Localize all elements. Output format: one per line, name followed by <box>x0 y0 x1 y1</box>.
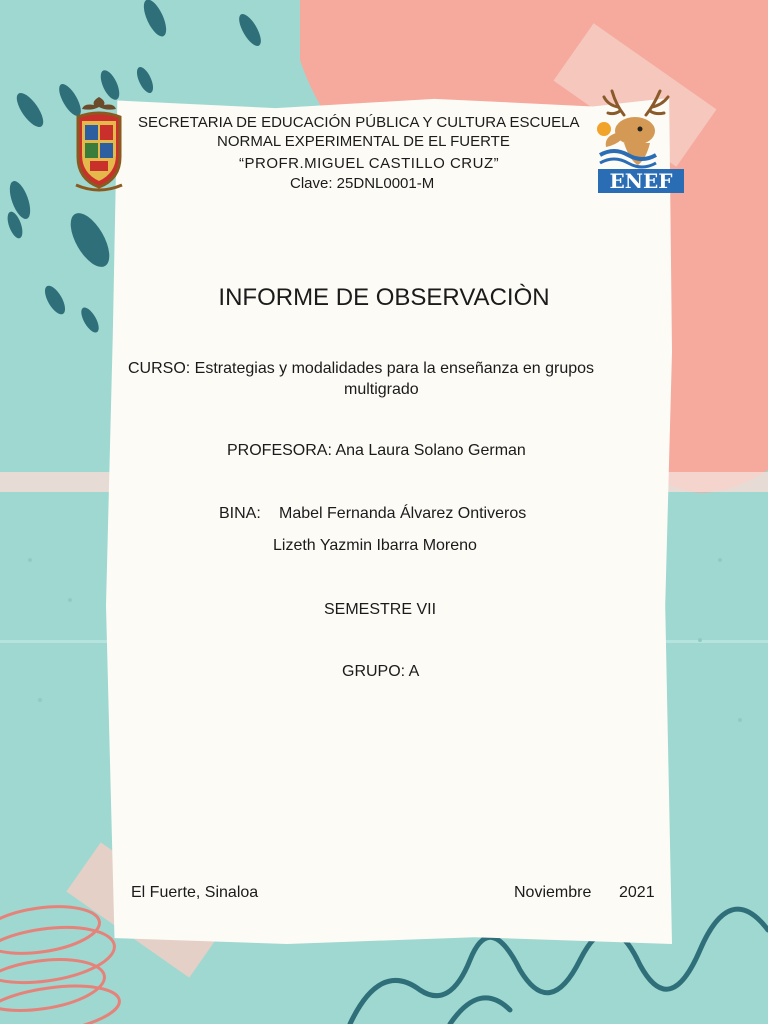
pair-name-2: Lizeth Yazmin Ibarra Moreno <box>273 537 477 554</box>
footer-place: El Fuerte, Sinaloa <box>131 884 259 901</box>
header-line-1: SECRETARIA DE EDUCACIÓN PÚBLICA Y CULTURA ESCUELA <box>138 114 580 131</box>
header-line-3: “PROFR.MIGUEL CASTILLO CRUZ” <box>239 155 500 172</box>
state-seal-icon <box>72 95 126 195</box>
teacher-line: PROFESORA: Ana Laura Solano German <box>227 442 526 459</box>
header-line-2: NORMAL EXPERIMENTAL DE EL FUERTE <box>217 133 510 150</box>
document-title: INFORME DE OBSERVACIÒN <box>218 284 550 311</box>
course-line-2: multigrado <box>344 381 419 398</box>
deer-logo-icon <box>594 85 686 195</box>
group-line: GRUPO: A <box>342 663 420 680</box>
semester-line: SEMESTRE VII <box>324 601 437 618</box>
course-line-1: CURSO: Estrategias y modalidades para la enseñanza en grupos <box>128 360 595 377</box>
header-line-4: Clave: 25DNL0001-M <box>290 175 435 192</box>
footer-month: Noviembre <box>514 884 592 901</box>
pair-name-1: Mabel Fernanda Álvarez Ontiveros <box>279 505 527 522</box>
pair-label: BINA: <box>219 505 261 522</box>
footer-year: 2021 <box>619 884 655 901</box>
logo-text: ENEF <box>609 169 673 193</box>
